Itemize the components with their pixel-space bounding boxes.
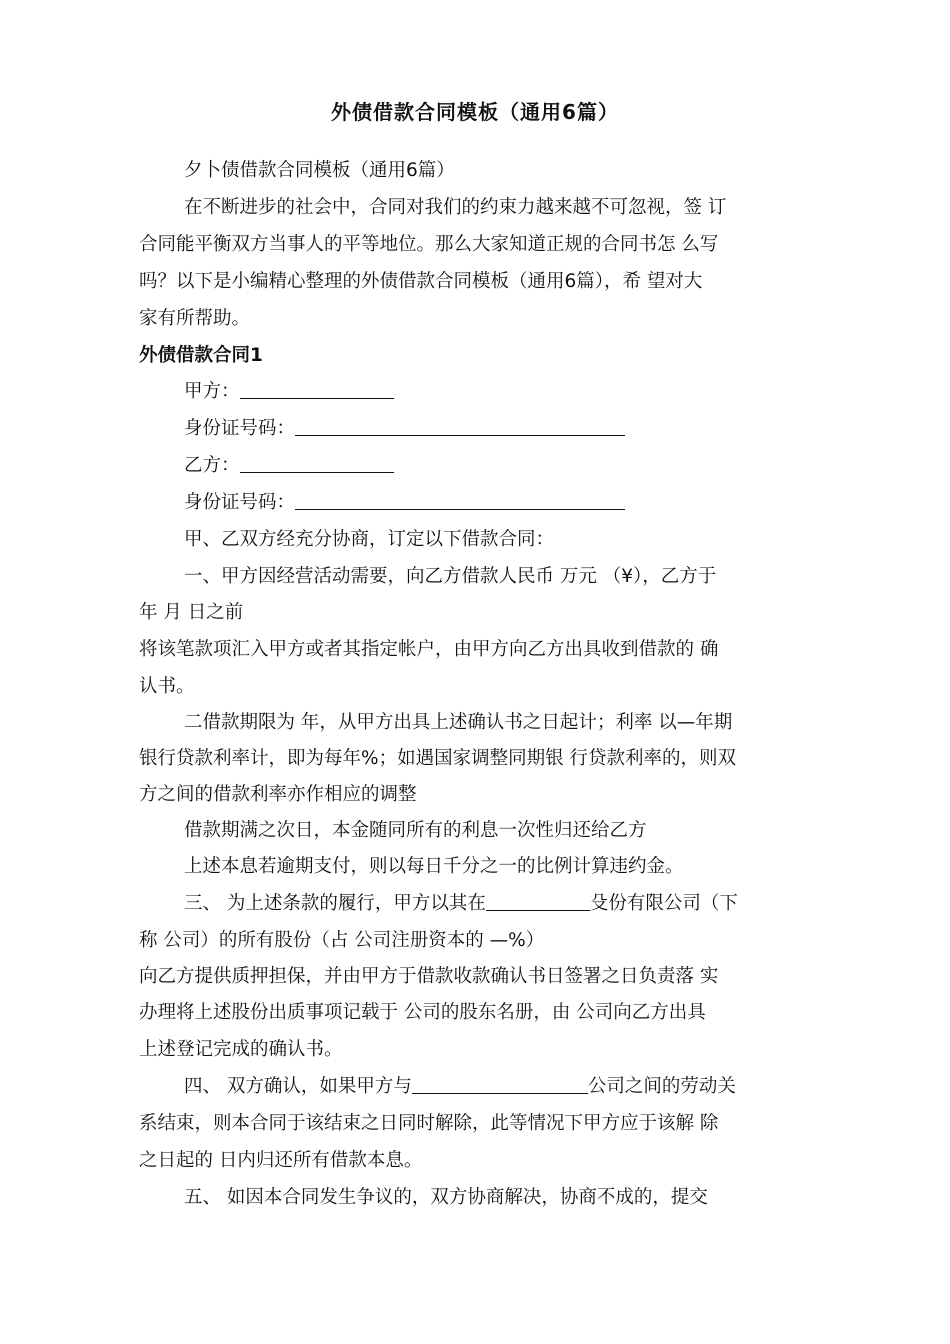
subtitle: 夕卜债借款合同模板（通用6篇） xyxy=(184,160,455,181)
id-a-label: 身份证号码： xyxy=(184,418,296,439)
clause-3-line-1 xyxy=(184,893,738,915)
id-b-blank xyxy=(295,493,625,510)
clause-1-line-3: 将该笔款项汇入甲方或者其指定帐户，由甲方向乙方出具收到借款的 确 xyxy=(139,639,719,660)
clause-1-line-2: 年 月 日之前 xyxy=(139,602,244,623)
company-blank-2 xyxy=(412,1077,588,1094)
clause-2-line-4: 借款期满之次日，本金随同所有的利息一次性归还给乙方 xyxy=(184,820,647,841)
id-b-label: 身份证号码： xyxy=(184,492,296,513)
clause-3-line-4: 办理将上述股份出质事项记载于 公司的股东名册，由 公司向乙方出具 xyxy=(139,1002,706,1023)
clause-2-line-2: 银行贷款利率计，即为每年%；如遇国家调整同期银 行贷款利率的，则双 xyxy=(139,748,736,769)
intro-line-1: 在不断进步的社会中，合同对我们的约束力越来越不可忽视，签 订 xyxy=(184,197,727,218)
clause-5-line-1: 五、 如因本合同发生争议的，双方协商解决，协商不成的，提交 xyxy=(184,1187,708,1208)
id-a-blank xyxy=(295,419,625,436)
clause-4-line-2: 系结束，则本合同于该结束之日同时解除，此等情况下甲方应于该解 除 xyxy=(139,1113,719,1134)
clause-4-line-3: 之日起的 日内归还所有借款本息。 xyxy=(139,1150,423,1171)
clause-3-text-a: 三、 为上述条款的履行，甲方以其在 xyxy=(184,893,486,914)
clause-4-text-b: 公司之间的劳动关 xyxy=(587,1076,736,1097)
clause-3-text-b: 殳份有限公司（下 xyxy=(589,893,738,914)
section-heading-1: 外债借款合同1 xyxy=(139,345,263,366)
clause-3-line-3: 向乙方提供质押担保，并由甲方于借款收款确认书日签署之日负责落 实 xyxy=(139,966,719,987)
clause-1-line-1: 一、甲方因经营活动需要，向乙方借款人民币 万元 （¥），乙方于 xyxy=(184,566,717,587)
party-b-label: 乙方： xyxy=(184,455,240,476)
id-a-line xyxy=(184,418,625,440)
company-blank-1 xyxy=(486,894,590,911)
intro-line-2: 合同能平衡双方当事人的平等地位。那么大家知道正规的合同书怎 么写 xyxy=(139,234,719,255)
clause-2-line-5: 上述本息若逾期支付，则以每日千分之一的比例计算违约金。 xyxy=(184,856,684,877)
clause-1-line-4: 认书。 xyxy=(139,676,195,697)
document-title: 外债借款合同模板（通用6篇） xyxy=(331,100,619,124)
party-a-blank xyxy=(240,382,394,399)
clause-3-line-5: 上述登记完成的确认书。 xyxy=(139,1039,343,1060)
intro-line-4: 家有所帮助。 xyxy=(139,308,251,329)
clause-3-line-2: 称 公司）的所有股份（占 公司注册资本的 —%） xyxy=(139,930,545,951)
intro-line-3: 吗？以下是小编精心整理的外债借款合同模板（通用6篇），希 望对大 xyxy=(139,271,703,292)
clause-2-line-3: 方之间的借款利率亦作相应的调整 xyxy=(139,784,417,805)
clause-4-line-1 xyxy=(184,1076,736,1098)
agreement-line: 甲、乙双方经充分协商，订定以下借款合同： xyxy=(184,529,555,550)
clause-4-text-a: 四、 双方确认，如果甲方与 xyxy=(184,1076,412,1097)
party-a-line xyxy=(184,381,394,403)
clause-2-line-1: 二借款期限为 年，从甲方出具上述确认书之日起计；利率 以—年期 xyxy=(184,712,733,733)
id-b-line xyxy=(184,492,625,514)
party-b-line xyxy=(184,455,394,477)
party-a-label: 甲方： xyxy=(184,381,240,402)
party-b-blank xyxy=(240,456,394,473)
